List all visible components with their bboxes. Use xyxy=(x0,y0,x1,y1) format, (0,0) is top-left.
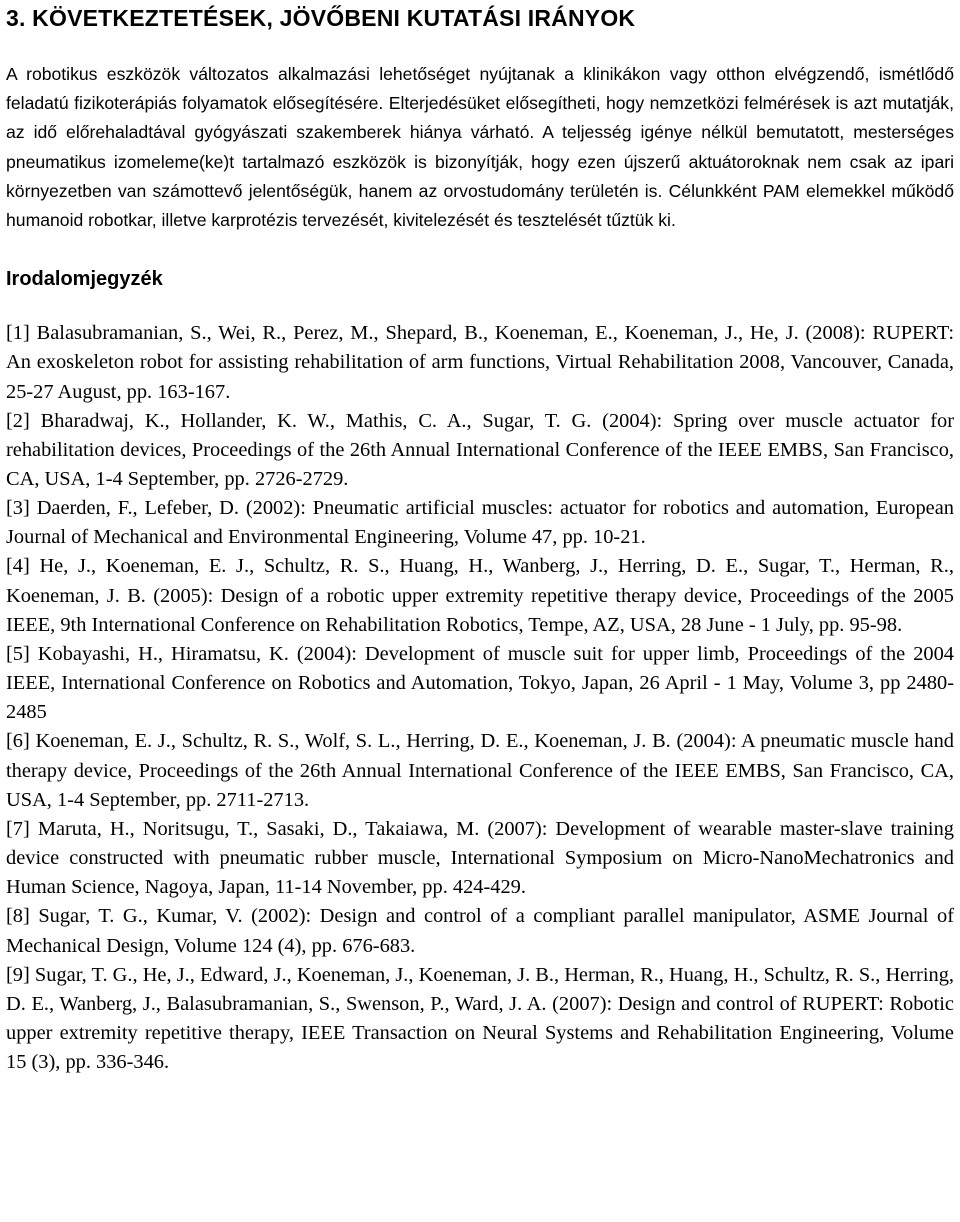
reference-item xyxy=(6,961,954,1078)
reference-text: Kobayashi, H., Hiramatsu, K. (2004): Development of muscle suit for upper limb, Proceedings of the 2004 IEEE, International Conference on Robotics and Automation, Tokyo, Japan, 26 April - 1 May, Volume 3, pp 2480-2485 xyxy=(6,642,955,724)
reference-item xyxy=(6,640,954,727)
reference-number: [7] xyxy=(6,817,30,840)
reference-number: [8] xyxy=(6,905,30,928)
reference-number: [6] xyxy=(6,730,30,753)
reference-list xyxy=(6,319,954,1077)
reference-item xyxy=(6,407,954,494)
bibliography-heading: Irodalomjegyzék xyxy=(6,268,163,291)
reference-text: He, J., Koeneman, E. J., Schultz, R. S., Huang, H., Wanberg, J., Herring, D. E., Sugar, T., Herman, R., Koeneman, J. B. (2005): Design of a robotic upper extremity repetitive therapy device, Proceedings of the 2005 IEEE, 9th International Conference on Rehabilitation Robotics, Tempe, AZ, USA, 28 June - 1 July, pp. 95-98. xyxy=(6,555,954,636)
reference-text: Daerden, F., Lefeber, D. (2002): Pneumatic artificial muscles: actuator for robotics and automation, European Journal of Mechanical and Environmental Engineering, Volume 47, pp. 10-21. xyxy=(6,497,954,549)
reference-item xyxy=(6,494,954,552)
reference-item xyxy=(6,552,954,639)
reference-number: [3] xyxy=(6,497,30,520)
reference-text: Koeneman, E. J., Schultz, R. S., Wolf, S. L., Herring, D. E., Koeneman, J. B. (2004): A pneumatic muscle hand therapy device, Proceedings of the 26th Annual International Conference of the IEEE EMBS, San Francisco, CA, USA, 1-4 September, pp. 2711-2713. xyxy=(6,730,954,811)
reference-text: Sugar, T. G., He, J., Edward, J., Koeneman, J., Koeneman, J. B., Herman, R., Huang, H., Schultz, R. S., Herring, D. E., Wanberg, J., Balasubramanian, S., Swenson, P., Ward, J. A. (2007): Design and control of RUPERT: Robotic upper extremity repetitive therapy, IEEE Transaction on Neural Systems and Rehabilitation Engineering, Volume 15 (3), pp. 336-346. xyxy=(6,963,954,1074)
reference-number: [4] xyxy=(6,555,30,578)
reference-number: [1] xyxy=(6,322,30,345)
section-heading: 3. KÖVETKEZTETÉSEK, JÖVŐBENI KUTATÁSI IRÁNYOK xyxy=(6,5,636,31)
reference-text: Balasubramanian, S., Wei, R., Perez, M., Shepard, B., Koeneman, E., Koeneman, J., He, J. (2008): RUPERT: An exoskeleton robot for assisting rehabilitation of arm functions, Virtual Rehabilitation 2008, Vancouver, Canada, 25-27 August, pp. 163-167. xyxy=(6,322,954,403)
reference-text: Bharadwaj, K., Hollander, K. W., Mathis, C. A., Sugar, T. G. (2004): Spring over muscle actuator for rehabilitation devices, Proceedings of the 26th Annual International Conference of the IEEE EMBS, San Francisco, CA, USA, 1-4 September, pp. 2726-2729. xyxy=(6,409,954,490)
reference-item xyxy=(6,815,954,902)
document-page xyxy=(6,0,954,1077)
reference-text: Maruta, H., Noritsugu, T., Sasaki, D., Takaiawa, M. (2007): Development of wearable master-slave training device constructed with pneumatic rubber muscle, International Symposium on Micro-NanoMechatronics and Human Science, Nagoya, Japan, 11-14 November, pp. 424-429. xyxy=(6,817,954,899)
reference-text: Sugar, T. G., Kumar, V. (2002): Design and control of a compliant parallel manipulator, ASME Journal of Mechanical Design, Volume 124 (4), pp. 676-683. xyxy=(6,905,954,957)
reference-number: [5] xyxy=(6,642,30,665)
reference-item xyxy=(6,902,954,960)
reference-number: [9] xyxy=(6,963,30,986)
reference-item xyxy=(6,319,954,406)
reference-item xyxy=(6,727,954,814)
conclusion-paragraph: A robotikus eszközök változatos alkalmazási lehetőséget nyújtanak a klinikákon vagy otthon elvégzendő, ismétlődő feladatú fizikoterápiás folyamatok elősegítésére. Elterjedésüket elősegítheti, hogy nemzetközi felmérések is azt mutatják, az idő előrehaladtával gyógyászati szakemberek hiánya várható. A teljesség igénye nélkül bemutatott, mesterséges pneumatikus izomeleme(ke)t tartalmazó eszközök is bizonyítják, hogy ezen újszerű aktuátoroknak nem csak az ipari környezetben van számottevő jelentőségük, hanem az orvostudomány területén is. Célunkként PAM elemekkel működő humanoid robotkar, illetve karprotézis tervezését, kivitelezését és tesztelését tűztük ki. xyxy=(6,64,954,231)
reference-number: [2] xyxy=(6,409,30,432)
